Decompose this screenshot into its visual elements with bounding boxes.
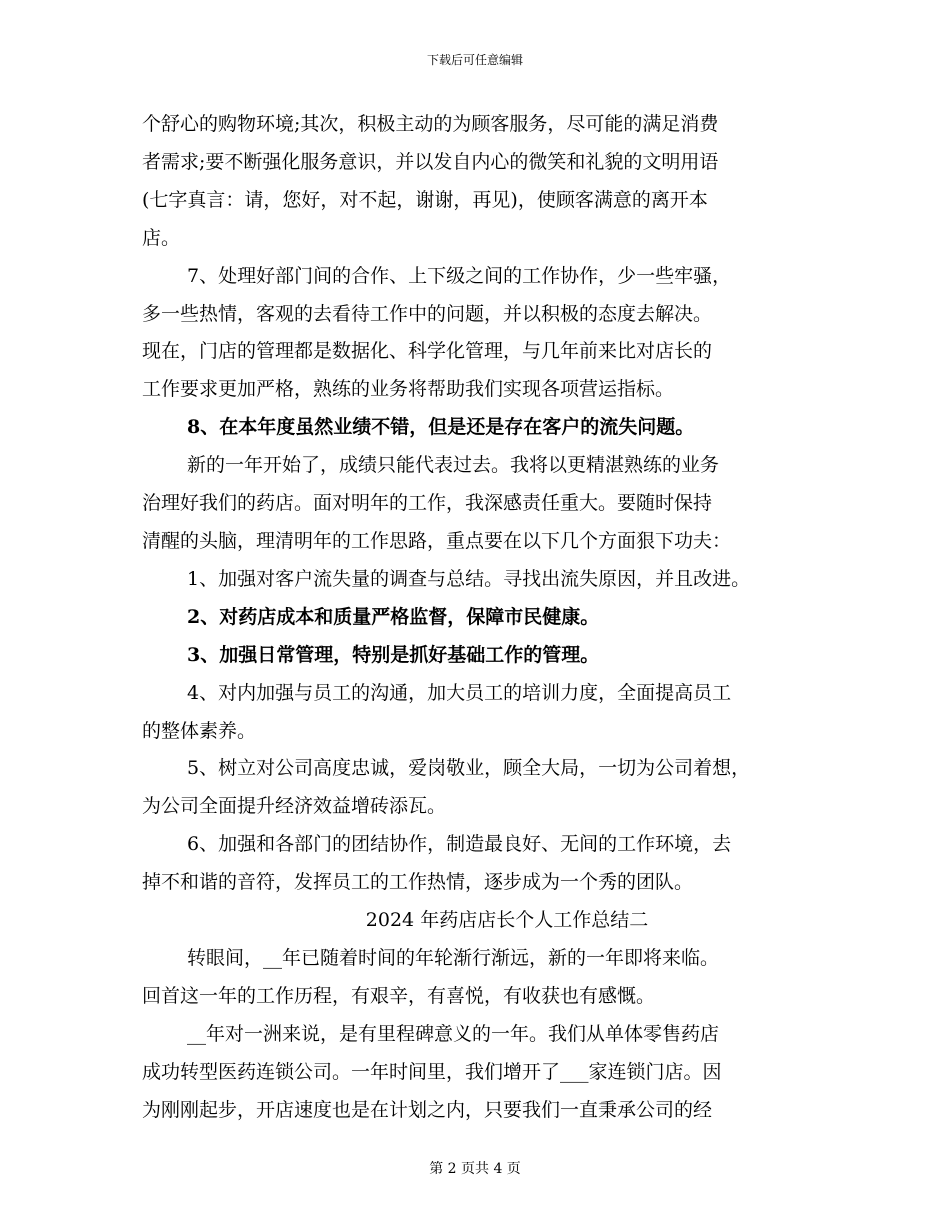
text-line: 1、加强对客户流失量的调查与总结。寻找出流失原因，并且改进。 [187,567,751,590]
text-line: (七字真言：请，您好，对不起，谢谢，再见)，使顾客满意的离开本 [142,188,708,211]
text-line: 治理好我们的药店。面对明年的工作，我深感责任重大。要随时保持 [142,492,713,515]
text-line: 6、加强和各部门的团结协作，制造最良好、无间的工作环境，去 [187,833,732,856]
text-line: 店。 [142,226,181,249]
text-line: __年对一洲来说，是有里程碑意义的一年。我们从单体零售药店 [187,1022,720,1045]
text-line: 7、处理好部门间的合作、上下级之间的工作协作，少一些牢骚， [187,264,732,287]
text-line: 转眼间，__年已随着时间的年轮渐行渐远，新的一年即将来临。 [187,946,720,969]
text-line: 清醒的头脑，理清明年的工作思路，重点要在以下几个方面狠下功夫： [142,529,732,552]
text-line: 者需求;要不断强化服务意识，并以发自内心的微笑和礼貌的文明用语 [142,150,719,173]
text-line: 为刚刚起步，开店速度也是在计划之内，只要我们一直秉承公司的经 [142,1098,713,1121]
text-line: 的整体素养。 [142,719,257,742]
text-line: 4、对内加强与员工的沟通，加大员工的培训力度，全面提高员工 [187,681,732,704]
text-line: 3、加强日常管理，特别是抓好基础工作的管理。 [187,643,600,666]
text-line: 5、树立对公司高度忠诚，爱岗敬业，顾全大局，一切为公司着想， [187,757,751,780]
text-line: 新的一年开始了，成绩只能代表过去。我将以更精湛熟练的业务 [187,454,720,477]
text-line: 多一些热情，客观的去看待工作中的问题，并以积极的态度去解决。 [142,302,713,325]
text-line: 工作要求更加严格，熟练的业务将帮助我们实现各项营运指标。 [142,378,675,401]
text-line: 2、对药店成本和质量严格监督，保障市民健康。 [187,605,600,628]
text-line: 回首这一年的工作历程，有艰辛，有喜悦，有收获也有感慨。 [142,984,656,1007]
text-line: 为公司全面提升经济效益增砖添瓦。 [142,795,447,818]
text-line: 个舒心的购物环境;其次，积极主动的为顾客服务，尽可能的满足消费 [142,113,719,135]
page-footer: 第 2 页共 4 页 [429,1161,521,1177]
page-header: 下载后可任意编辑 [426,53,523,67]
text-line: 现在，门店的管理都是数据化、科学化管理，与几年前来比对店长的 [142,340,713,363]
section-title: 2024 年药店店长个人工作总结二 [365,909,649,932]
document-body [142,106,832,1129]
text-line: 成功转型医药连锁公司。一年时间里，我们增开了___家连锁门店。因 [142,1060,722,1083]
text-line: 8、在本年度虽然业绩不错，但是还是存在客户的流失问题。 [187,416,695,439]
text-line: 掉不和谐的音符，发挥员工的工作热情，逐步成为一个秀的团队。 [142,871,694,894]
